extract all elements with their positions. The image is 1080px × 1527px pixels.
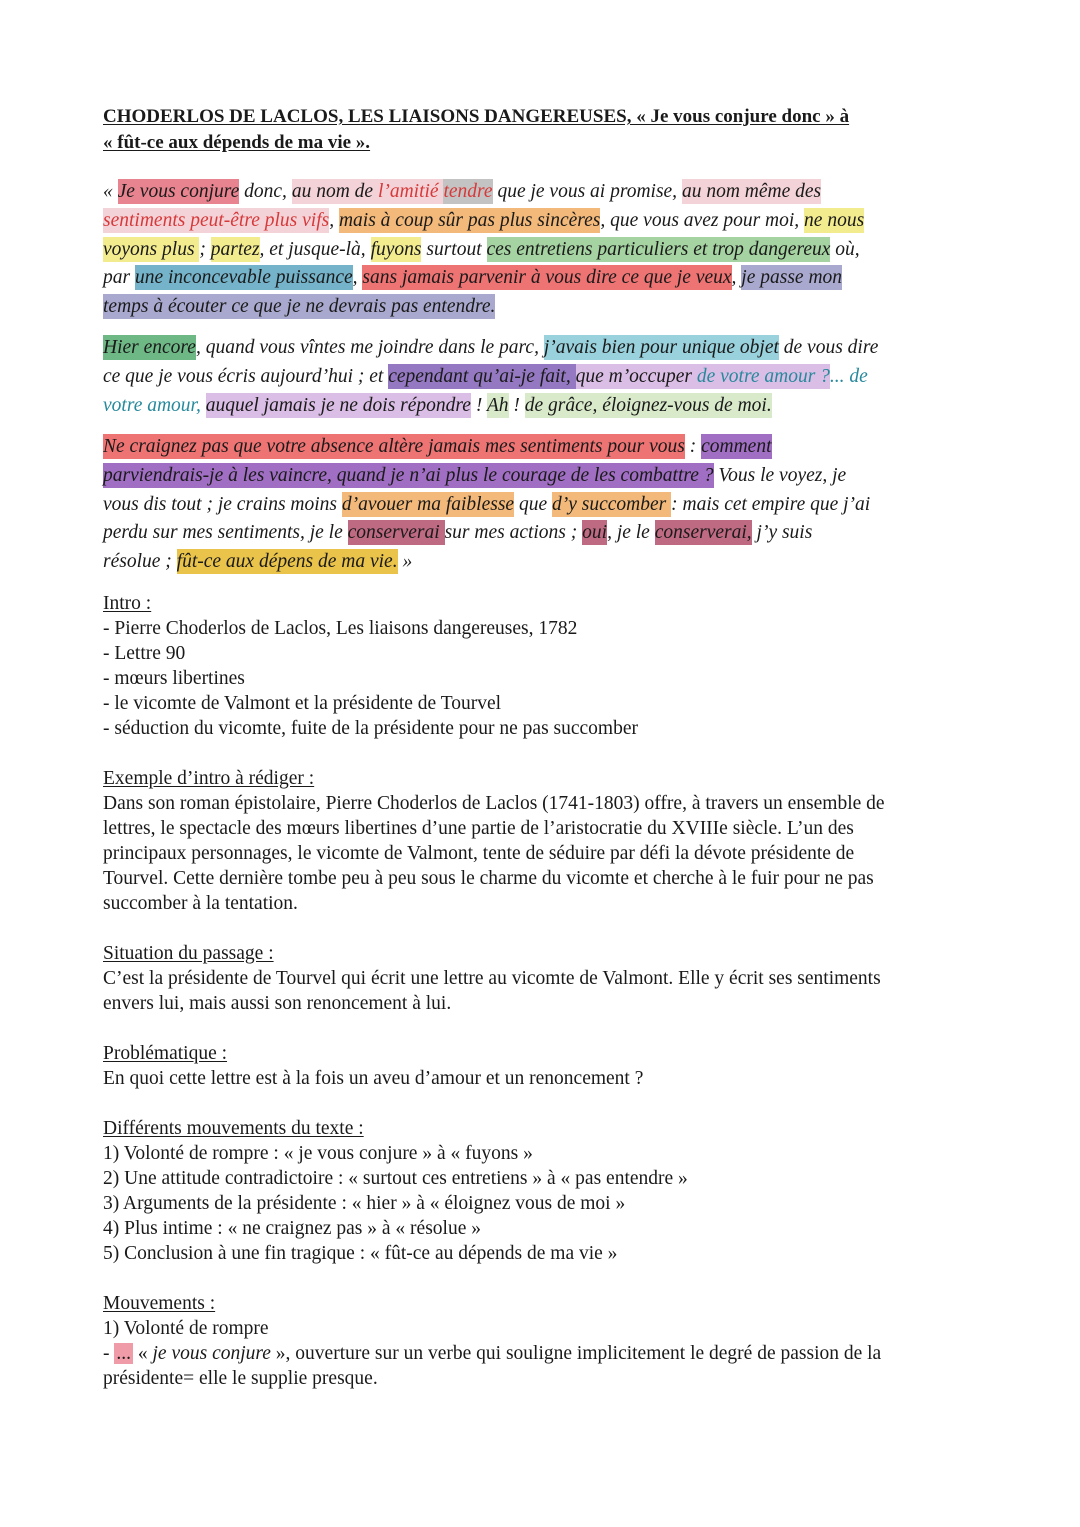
highlight: Ne craignez pas que votre absence altère jamais mes sentiments pour vous (103, 436, 685, 457)
text-line: C’est la présidente de Tourvel qui écrit une lettre au vicomte de Valmont. Elle y écrit ses sentiments (103, 968, 881, 989)
text-segment: votre amour, (103, 394, 206, 416)
highlight: cependant qu’ai-je fait, (388, 365, 576, 387)
text-line: principaux personnages, le vicomte de Valmont, tente de séduire par défi la dévote présidente de (103, 843, 855, 864)
mouvements-heading: Mouvements : (103, 1293, 216, 1314)
list-item: 3) Arguments de la présidente : « hier » à « éloignez vous de moi » (103, 1193, 626, 1214)
quote-line (103, 236, 983, 265)
list-item: 1) Volonté de rompre : « je vous conjure » à « fuyons » (103, 1143, 533, 1164)
highlight: partez (210, 238, 260, 260)
highlight: de grâce, éloignez-vous de moi. (524, 394, 772, 416)
highlight: temps à écouter ce que je ne devrais pas entendre. (103, 296, 496, 318)
spacer (103, 916, 983, 941)
mouvements-texte-heading: Différents mouvements du texte : (103, 1118, 364, 1139)
text-segment: donc, (239, 181, 292, 202)
highlight: d’y succomber (552, 493, 672, 515)
text-segment: ce que je vous écris aujourd’hui ; et (103, 365, 389, 387)
highlight: comment (701, 436, 772, 457)
quote-line (103, 462, 983, 491)
text-segment: : mais cet empire que j’ai (671, 493, 871, 515)
problematique-heading: Problématique : (103, 1043, 228, 1064)
highlight: ces entretiens particuliers et trop dangereux (486, 238, 831, 260)
highlight: je passe mon (741, 267, 843, 289)
highlight: oui (582, 522, 608, 544)
text-line: En quoi cette lettre est à la fois un aveu d’amour et un renoncement ? (103, 1068, 644, 1089)
quote-line (103, 334, 983, 363)
text-segment: de vous dire (778, 337, 879, 358)
highlight: l’amitié (377, 181, 444, 202)
text-segment: que (514, 493, 552, 515)
text-line: succomber à la tentation. (103, 893, 298, 914)
text-segment: ... de (829, 365, 868, 387)
quote-line (103, 519, 983, 548)
list-item: 2) Une attitude contradictoire : « surtout ces entretiens » à « pas entendre » (103, 1168, 688, 1189)
highlight: conserverai (347, 522, 445, 544)
quote-line (103, 433, 983, 462)
text-segment: , (329, 209, 339, 231)
text-segment: , (352, 267, 363, 289)
highlight: peut-être plus vifs (190, 209, 330, 231)
highlight: conserverai, (654, 522, 752, 544)
list-item: 1) Volonté de rompre (103, 1318, 269, 1339)
text-segment: surtout (421, 238, 487, 260)
quote-mark: « (103, 181, 118, 202)
text-segment: vous dis tout ; je crains moins (103, 493, 342, 515)
highlight: sans jamais parvenir à vous dire ce que je veux (362, 267, 732, 289)
spacer (103, 741, 983, 766)
text-segment: » (397, 551, 413, 573)
text-segment: Vous le voyez, je (713, 464, 847, 486)
highlight: j’avais bien pour unique objet (543, 337, 779, 358)
highlight: voyons plus (103, 238, 200, 260)
text-line: envers lui, mais aussi son renoncement à lui. (103, 993, 452, 1014)
text-segment: , que vous avez pour moi, (600, 209, 805, 231)
text-segment: « (133, 1343, 153, 1364)
quote-line (103, 293, 983, 322)
spacer (103, 1016, 983, 1041)
quote-paragraph-3 (103, 433, 983, 577)
list-item: 5) Conclusion à une fin tragique : « fût-ce au dépends de ma vie » (103, 1243, 618, 1264)
list-item: - le vicomte de Valmont et la présidente de Tourvel (103, 693, 502, 714)
spacer (103, 1266, 983, 1291)
highlight: que m’occuper (575, 365, 697, 387)
quote-line (103, 178, 983, 207)
highlight: parviendrais-je à les vaincre, quand je n’ai plus le courage de les combattre ? (103, 464, 714, 486)
highlight: fuyons (370, 238, 422, 260)
text-line: Dans son roman épistolaire, Pierre Choderlos de Laclos (1741-1803) offre, à travers un ensemble de (103, 793, 885, 814)
list-item: - Pierre Choderlos de Laclos, Les liaisons dangereuses, 1782 (103, 618, 578, 639)
list-item: - séduction du vicomte, fuite de la présidente pour ne pas succomber (103, 718, 638, 739)
quote-line (103, 264, 983, 293)
text-line: lettres, le spectacle des mœurs libertines d’une partie de l’aristocratie du XVIIIe siècle. L’un des (103, 818, 854, 839)
highlight: au nom de (291, 181, 378, 202)
text-segment: », ouverture sur un verbe qui souligne implicitement le degré de passion de la (270, 1343, 882, 1364)
text-segment: par (103, 267, 135, 289)
highlight: au nom même des (681, 181, 822, 202)
situation-heading: Situation du passage : (103, 943, 274, 964)
title-line-2: « fût-ce aux dépends de ma vie ». (103, 132, 371, 153)
text-segment: ! (508, 394, 525, 416)
text-segment: , je le (607, 522, 655, 544)
quote-line (103, 207, 983, 236)
quote-paragraph-2 (103, 334, 983, 420)
text-segment: résolue ; (103, 551, 177, 573)
text-segment: où, (830, 238, 860, 260)
document-title (103, 104, 983, 156)
analysis-line (103, 1341, 983, 1366)
quote-line (103, 363, 983, 392)
exemple-heading: Exemple d’intro à rédiger : (103, 768, 315, 789)
text-segment: j’y suis (751, 522, 813, 544)
text-segment: , quand vous vîntes me joindre dans le parc, (195, 337, 544, 358)
text-line: Tourvel. Cette dernière tombe peu à peu sous le charme du vicomte et cherche à le fuir pour ne pas (103, 868, 874, 889)
text-segment: que je vous ai promise, (492, 181, 682, 202)
highlight: sentiments (103, 209, 191, 231)
intro-heading: Intro : (103, 593, 152, 614)
spacer (103, 1091, 983, 1116)
title-line-1: CHODERLOS DE LACLOS, LES LIAISONS DANGEREUSES, « Je vous conjure donc » à (103, 106, 850, 127)
text-segment: : (684, 436, 702, 457)
text-segment: , (731, 267, 742, 289)
quote-line (103, 392, 983, 421)
highlight: ne nous (804, 209, 865, 231)
quote-line (103, 548, 983, 577)
dash: - (103, 1343, 115, 1364)
highlight: tendre (443, 181, 493, 202)
text-segment: sur mes actions ; (444, 522, 583, 544)
list-item: - Lettre 90 (103, 643, 186, 664)
text-line: présidente= elle le supplie presque. (103, 1368, 378, 1389)
list-item: 4) Plus intime : « ne craignez pas » à « résolue » (103, 1218, 481, 1239)
quote-paragraph-1 (103, 178, 983, 322)
quote-line (103, 491, 983, 520)
highlight: fût-ce aux dépens de ma vie. (176, 551, 398, 573)
highlight: Hier encore (103, 337, 196, 358)
highlight: Je vous conjure (117, 181, 240, 202)
highlight: mais à coup sûr pas plus sincères (338, 209, 601, 231)
quoted-text: je vous conjure (152, 1343, 271, 1364)
text-segment: ! (470, 394, 487, 416)
text-segment: , et jusque-là, (259, 238, 371, 260)
highlight: Ah (486, 394, 509, 416)
highlight: auquel jamais je ne dois répondre (205, 394, 471, 416)
highlight: d’avouer ma faiblesse (341, 493, 515, 515)
highlight: ... (116, 1343, 131, 1364)
highlight: de votre amour ? (696, 365, 830, 387)
list-item: - mœurs libertines (103, 668, 245, 689)
notes-section (103, 591, 983, 1391)
highlight: une inconcevable puissance (134, 267, 353, 289)
text-segment: ; (199, 238, 211, 260)
text-segment: perdu sur mes sentiments, je le (103, 522, 348, 544)
